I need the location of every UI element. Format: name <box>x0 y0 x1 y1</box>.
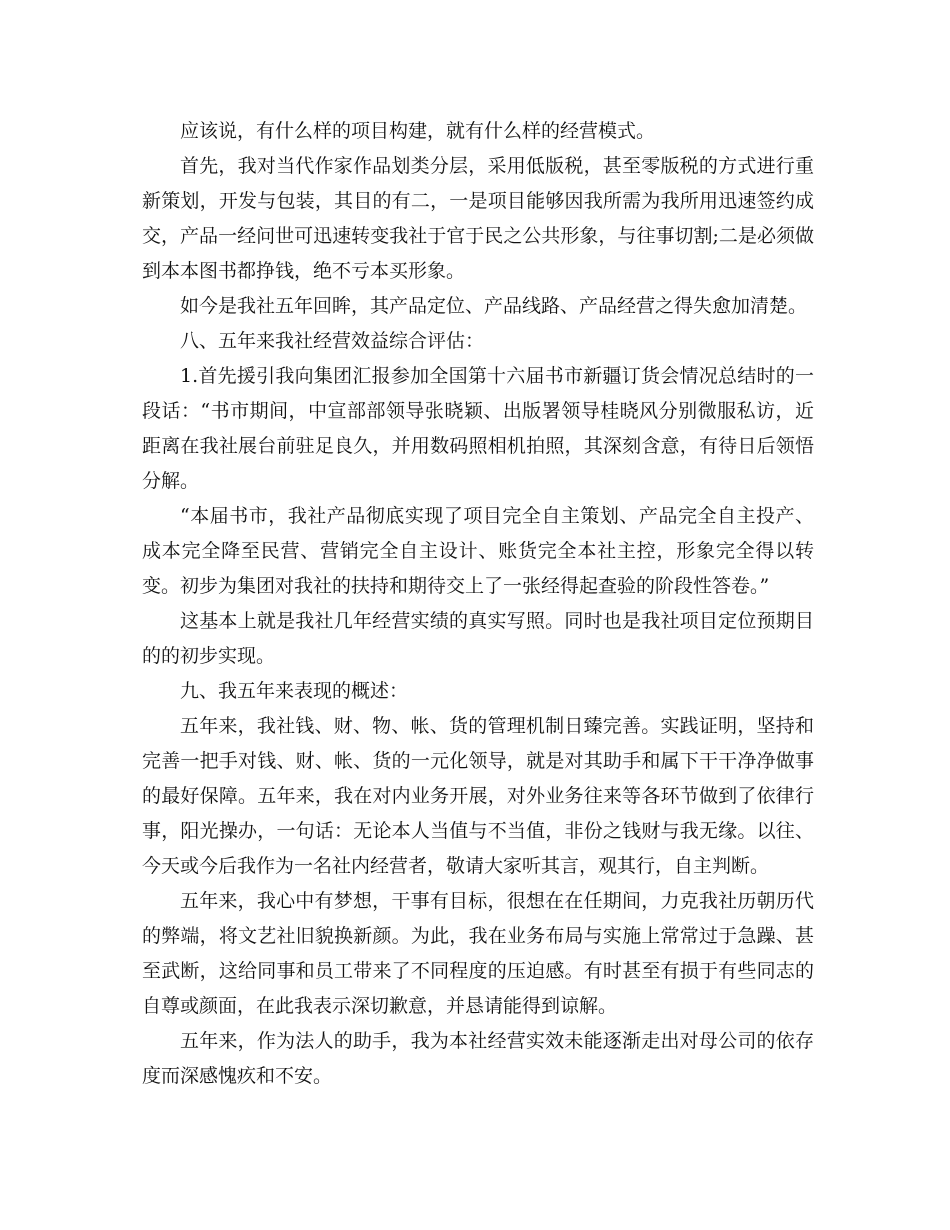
paragraph-10: 五年来，我心中有梦想，干事有目标，很想在在任期间，力克我社历朝历代的弊端，将文艺社旧貌换新颜。为此，我在业务布局与实施上常常过于急躁、甚至武断，这给同事和员工带来了不同程度的压迫感。有时甚至有损于有些同志的自尊或颜面，在此我表示深切歉意，并恳请能得到谅解。 <box>142 890 814 1017</box>
paragraph-3: 如今是我社五年回眸，其产品定位、产品线路、产品经营之得失愈加清楚。 <box>180 295 808 317</box>
paragraph-9: 五年来，我社钱、财、物、帐、货的管理机制日臻完善。实践证明，坚持和完善一把手对钱、财、帐、货的一元化领导，就是对其助手和属下干干净净做事的最好保障。五年来，我在对内业务开展，对外业务往来等各环节做到了依律行事，阳光操办，一句话：无论本人当值与不当值，非份之钱财与我无缘。以往、今天或今后我作为一名社内经营者，敬请大家听其言，观其行，自主判断。 <box>142 715 814 877</box>
paragraph-2: 首先，我对当代作家作品划类分层，采用低版税，甚至零版税的方式进行重新策划，开发与包装，其目的有二，一是项目能够因我所需为我所用迅速签约成交，产品一经问世可迅速转变我社于官于民之公共形象，与往事切割;二是必须做到本本图书都挣钱，绝不亏本买形象。 <box>142 155 814 282</box>
paragraph-7: 这基本上就是我社几年经营实绩的真实写照。同时也是我社项目定位预期目的的初步实现。 <box>142 610 814 667</box>
paragraph-6: “本届书市，我社产品彻底实现了项目完全自主策划、产品完全自主投产、成本完全降至民营、营销完全自主设计、账货完全本社主控，形象完全得以转变。初步为集团对我社的扶持和期待交上了一张经得起查验的阶段性答卷。” <box>142 505 814 597</box>
section-heading-8: 八、五年来我社经营效益综合评估： <box>180 330 485 352</box>
document-body <box>142 114 814 1094</box>
paragraph-5: 1.首先援引我向集团汇报参加全国第十六届书市新疆订货会情况总结时的一段话：“书市期间，中宣部部领导张晓颖、出版署领导桂晓风分别微服私访，近距离在我社展台前驻足良久，并用数码照相机拍照，其深刻含意，有待日后领悟分解。 <box>142 365 814 492</box>
paragraph-11: 五年来，作为法人的助手，我为本社经营实效未能逐渐走出对母公司的依存度而深感愧疚和不安。 <box>142 1030 814 1087</box>
section-heading-9: 九、我五年来表现的概述： <box>180 680 409 702</box>
paragraph-1: 应该说，有什么样的项目构建，就有什么样的经营模式。 <box>180 120 656 142</box>
